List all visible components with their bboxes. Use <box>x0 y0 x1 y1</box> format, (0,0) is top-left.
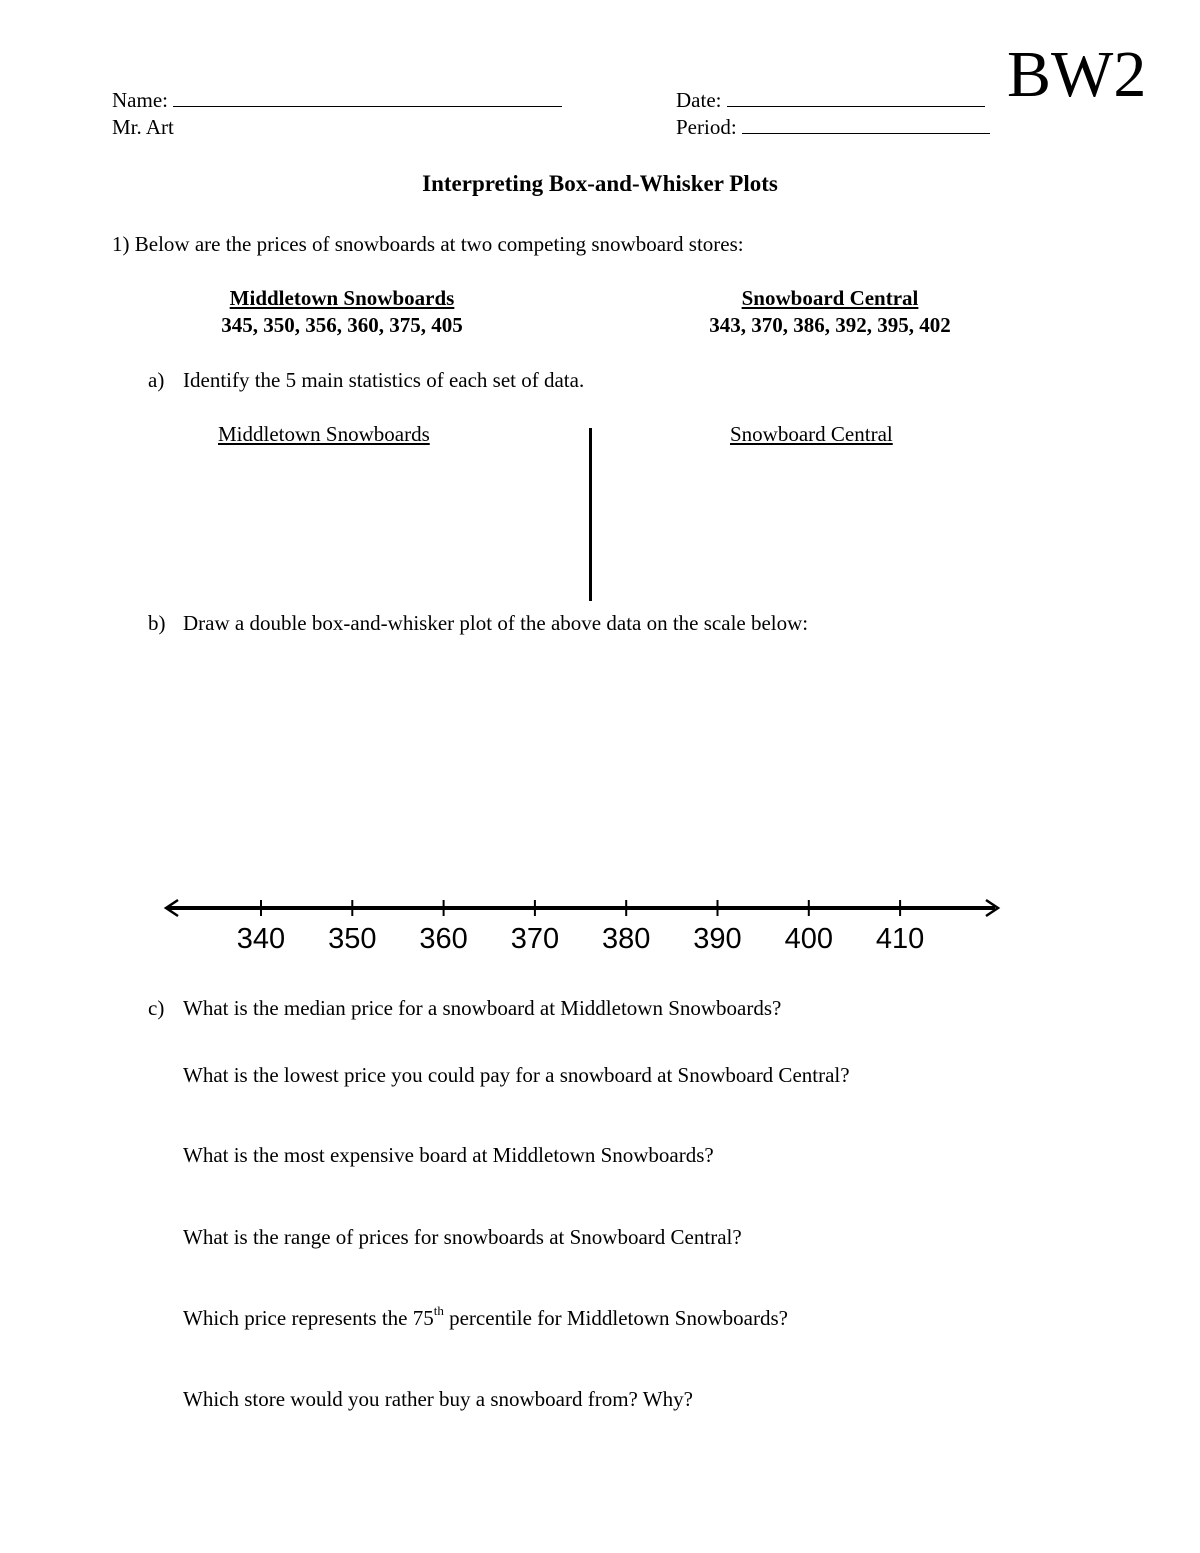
part-a-letter: a) <box>148 368 165 392</box>
tick-label: 360 <box>419 923 468 955</box>
part-c-question-3: What is the most expensive board at Middletown Snowboards? <box>183 1143 714 1167</box>
q5-superscript: th <box>433 1303 444 1318</box>
part-c-question-1: What is the median price for a snowboard at Middletown Snowboards? <box>183 996 782 1020</box>
period-field[interactable] <box>676 115 990 139</box>
tick-label: 400 <box>784 923 833 955</box>
store-b-heading: Snowboard Central <box>741 286 919 310</box>
date-label: Date: <box>676 88 722 112</box>
tick-label: 370 <box>510 923 560 955</box>
tick-label: 380 <box>602 923 651 955</box>
part-c-question-2: What is the lowest price you could pay for a snowboard at Snowboard Central? <box>183 1063 850 1087</box>
date-field[interactable] <box>676 88 985 112</box>
part-c-letter: c) <box>148 996 165 1020</box>
worksheet-code: BW2 <box>1007 38 1147 111</box>
column-divider <box>589 428 592 601</box>
store-a-stats-label: Middletown Snowboards <box>218 422 430 446</box>
tick-label: 390 <box>693 923 742 955</box>
date-blank[interactable] <box>727 88 985 107</box>
name-blank[interactable] <box>173 88 562 107</box>
period-blank[interactable] <box>742 115 990 134</box>
name-field[interactable] <box>112 88 562 112</box>
tick-label: 350 <box>328 923 377 955</box>
tick-label: 340 <box>236 923 286 955</box>
page-title: Interpreting Box-and-Whisker Plots <box>422 171 778 196</box>
tick-label: 410 <box>875 923 925 955</box>
part-c-question-4: What is the range of prices for snowboards at Snowboard Central? <box>183 1225 742 1249</box>
part-c-question-6: Which store would you rather buy a snowboard from? Why? <box>183 1387 693 1411</box>
name-label: Name: <box>112 88 168 112</box>
store-a-prices: 345, 350, 356, 360, 375, 405 <box>221 313 463 337</box>
store-b-prices: 343, 370, 386, 392, 395, 402 <box>709 313 951 337</box>
question-1-prompt: 1) Below are the prices of snowboards at two competing snowboard stores: <box>112 232 744 256</box>
store-a-heading: Middletown Snowboards <box>229 286 455 310</box>
part-b-letter: b) <box>148 611 166 635</box>
store-b-stats-label: Snowboard Central <box>730 422 893 446</box>
period-label: Period: <box>676 115 737 139</box>
number-line <box>0 880 1200 970</box>
part-a-text: Identify the 5 main statistics of each set of data. <box>183 368 585 392</box>
part-c-question-5 <box>183 1303 788 1330</box>
part-b-text: Draw a double box-and-whisker plot of the above data on the scale below: <box>183 611 809 635</box>
teacher-name: Mr. Art <box>112 115 174 139</box>
q5-text-end: percentile for Middletown Snowboards? <box>443 1306 788 1330</box>
q5-text-start: Which price represents the 75 <box>183 1306 434 1330</box>
